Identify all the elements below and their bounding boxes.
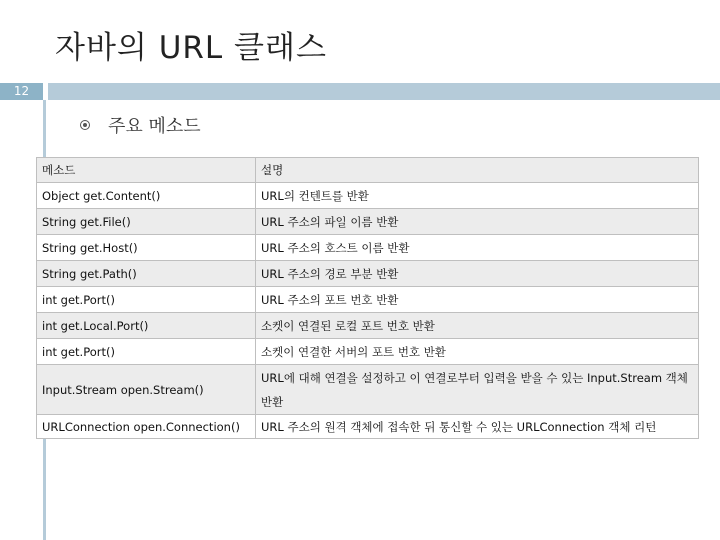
table-row <box>37 183 699 209</box>
table-row <box>37 209 699 235</box>
bullet-text: 주요 메소드 <box>108 116 201 137</box>
table-row <box>37 365 699 415</box>
accent-bar <box>48 83 720 100</box>
description-cell: 소켓이 연결한 서버의 포트 번호 반환 <box>256 339 699 365</box>
table-row <box>37 339 699 365</box>
table-row <box>37 415 699 439</box>
method-cell: int get.Local.Port() <box>37 313 256 339</box>
table-row <box>37 313 699 339</box>
method-cell: String get.File() <box>37 209 256 235</box>
method-cell: Object get.Content() <box>37 183 256 209</box>
table-row <box>37 261 699 287</box>
description-cell: URL 주소의 파일 이름 반환 <box>256 209 699 235</box>
method-cell: URLConnection open.Connection() <box>37 415 256 439</box>
methods-table <box>36 157 699 439</box>
description-cell: URL 주소의 원격 객체에 접속한 뒤 통신할 수 있는 URLConnection 객체 리턴 <box>256 415 699 439</box>
circle-bullet-icon <box>80 120 90 130</box>
table-header-row <box>37 158 699 183</box>
bullet-item <box>80 112 201 138</box>
table-row <box>37 287 699 313</box>
method-cell: int get.Port() <box>37 287 256 313</box>
description-cell: URL 주소의 포트 번호 반환 <box>256 287 699 313</box>
description-cell: URL 주소의 호스트 이름 반환 <box>256 235 699 261</box>
method-cell: int get.Port() <box>37 339 256 365</box>
description-cell: URL 주소의 경로 부분 반환 <box>256 261 699 287</box>
method-cell: Input.Stream open.Stream() <box>37 365 256 415</box>
method-cell: String get.Path() <box>37 261 256 287</box>
description-cell: 소켓이 연결된 로컬 포트 번호 반환 <box>256 313 699 339</box>
slide-title: 자바의 URL 클래스 <box>55 30 327 66</box>
method-cell: String get.Host() <box>37 235 256 261</box>
description-cell: URL에 대해 연결을 설정하고 이 연결로부터 입력을 받을 수 있는 Input.Stream 객체 반환 <box>256 365 699 415</box>
page-number: 12 <box>0 83 43 100</box>
header-description: 설명 <box>256 158 699 183</box>
description-cell: URL의 컨텐트를 반환 <box>256 183 699 209</box>
header-method: 메소드 <box>37 158 256 183</box>
table-row <box>37 235 699 261</box>
